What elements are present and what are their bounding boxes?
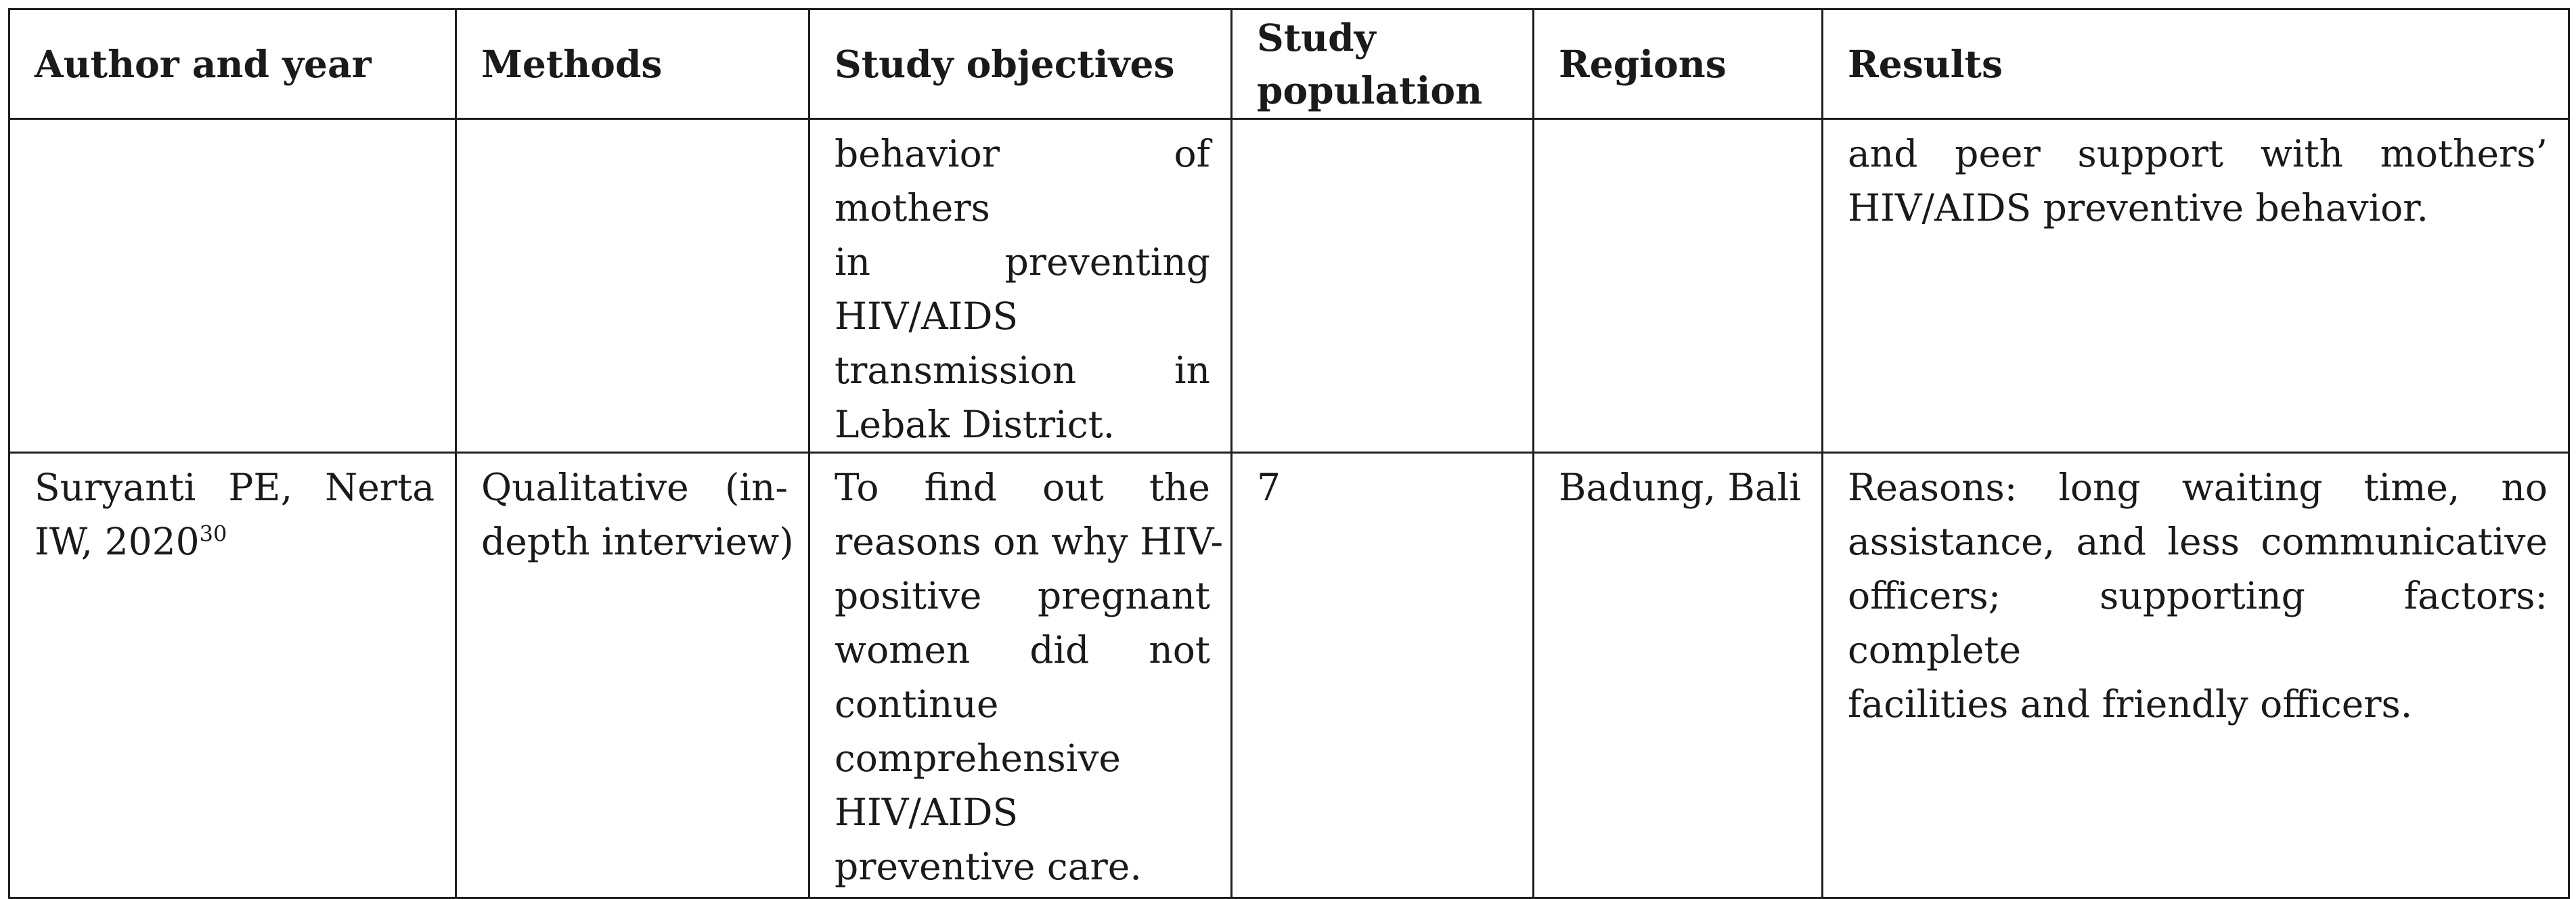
cell-text-line: HIV/AIDS: [835, 791, 1019, 834]
cell-text-line: in preventing: [835, 240, 1210, 284]
cell-methods: [456, 453, 809, 898]
header-author-year: Author and year: [9, 9, 456, 119]
cell-objectives: [809, 119, 1232, 453]
cell-text-line: Reasons: long waiting time, no: [1848, 466, 2548, 509]
cell-text-line: officers; supporting factors: complete: [1848, 574, 2548, 672]
header-study-objectives: Study objectives: [809, 9, 1232, 119]
table-row: [9, 453, 2569, 898]
cell-text-line: Suryanti PE, Nerta: [35, 466, 435, 509]
header-results: Results: [1823, 9, 2569, 119]
studies-table: [8, 8, 2570, 899]
cell-regions: Badung, Bali: [1534, 453, 1823, 898]
cell-text-line: reasons on why HIV-: [835, 520, 1224, 563]
cell-text-line: positive pregnant: [835, 574, 1210, 617]
cell-text-line: continue: [835, 682, 999, 726]
cell-text-line: [35, 514, 435, 569]
cell-objectives: [809, 453, 1232, 898]
cell-text-line: behavior of mothers: [835, 132, 1210, 229]
cell-text-line: preventive care.: [835, 845, 1142, 888]
cell-text-line: Lebak District.: [835, 403, 1115, 446]
cell-regions: [1534, 119, 1823, 453]
cell-results: [1823, 453, 2569, 898]
cell-text-line: assistance, and less communicative: [1848, 520, 2548, 563]
table-row: [9, 119, 2569, 453]
header-row: [9, 9, 2569, 119]
cell-text-line: comprehensive: [835, 737, 1121, 780]
cell-population: [1232, 119, 1534, 453]
cell-author: [9, 119, 456, 453]
header-methods: Methods: [456, 9, 809, 119]
cell-population: 7: [1232, 453, 1534, 898]
header-regions: Regions: [1534, 9, 1823, 119]
cell-results: [1823, 119, 2569, 453]
cell-methods: [456, 119, 809, 453]
cell-text-line: Qualitative (in-: [481, 466, 788, 509]
cell-text-line: HIV/AIDS: [835, 294, 1019, 338]
cell-text-line: depth interview): [481, 520, 794, 563]
cell-text-line: and peer support with mothers’: [1848, 132, 2548, 175]
cell-text-line: facilities and friendly officers.: [1848, 682, 2413, 726]
header-study-population-line: population: [1257, 68, 1483, 112]
reference-superscript: 30: [199, 521, 227, 547]
cell-text-line: transmission in: [835, 349, 1210, 392]
cell-text-line: HIV/AIDS preventive behavior.: [1848, 186, 2429, 229]
cell-author: [9, 453, 456, 898]
cell-text-line: To find out the: [835, 466, 1210, 509]
header-study-population-line: Study: [1257, 15, 1376, 60]
header-study-population: [1232, 9, 1534, 119]
author-year-text: IW, 2020: [35, 520, 200, 563]
cell-text-line: women did not: [835, 628, 1210, 672]
